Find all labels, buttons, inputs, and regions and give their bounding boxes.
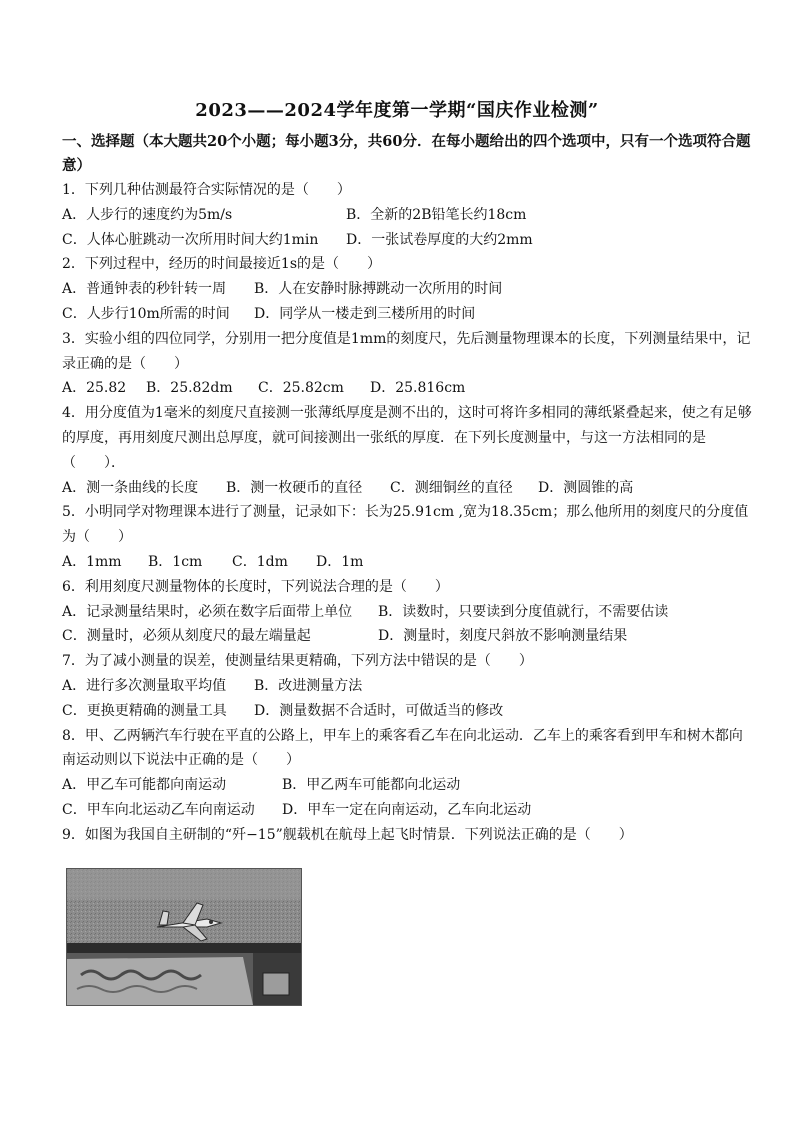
question-1: [62, 178, 752, 252]
question-4: [62, 401, 752, 500]
option-d: D．测圆锥的高: [538, 479, 634, 496]
option-a: A．人步行的速度约为5m/s: [62, 206, 233, 223]
option-c: C．25.82cm: [258, 380, 344, 397]
option-row: [62, 203, 752, 228]
question-9: [62, 823, 752, 848]
option-b: B．全新的2B铅笔长约18cm: [346, 206, 527, 223]
option-b: B．甲乙两车可能都向北运动: [282, 777, 461, 794]
option-a: A．甲乙车可能都向南运动: [62, 777, 227, 794]
option-c: C．人步行10m所需的时间: [62, 305, 230, 322]
carrier-jet-image: [67, 869, 301, 1005]
option-b: B．1cm: [148, 553, 203, 570]
option-row: [62, 277, 752, 302]
option-row: [62, 699, 752, 724]
question-stem: 6．利用刻度尺测量物体的长度时，下列说法合理的是（ ）: [62, 578, 449, 595]
option-c: C．1dm: [232, 553, 288, 570]
question-stem: 1．下列几种估测最符合实际情况的是（ ）: [62, 182, 351, 198]
option-d: D．甲车一定在向南运动，乙车向北运动: [282, 801, 532, 818]
option-row: [62, 600, 752, 625]
option-c: C．测细铜丝的直径: [390, 479, 513, 496]
option-b: B．人在安静时脉搏跳动一次所用的时间: [254, 281, 503, 298]
option-c: C．测量时，必须从刻度尺的最左端量起: [62, 628, 311, 645]
option-b: B．25.82dm: [146, 380, 233, 397]
option-a: A．进行多次测量取平均值: [62, 677, 227, 694]
question-stem: 7．为了减小测量的误差，使测量结果更精确，下列方法中错误的是（ ）: [62, 653, 533, 670]
option-row: [62, 773, 752, 798]
deck-edge: [67, 943, 301, 953]
option-row: [62, 674, 752, 699]
question-stem: 5．小明同学对物理课本进行了测量，记录如下：长为25.91cm ,宽为18.35cm；那么他所用的刻度尺的分度值为（ ）: [62, 504, 749, 546]
option-row: [62, 376, 752, 401]
section-heading: 一、选择题（本大题共20个小题；每小题3分，共60分．在每小题给出的四个选项中，只有一个选项符合题意）: [62, 133, 751, 174]
option-d: D．25.816cm: [370, 380, 466, 397]
option-a: A．普通钟表的秒针转一周: [62, 281, 227, 298]
question-6: [62, 575, 752, 649]
wake-spray: [67, 957, 253, 1005]
question-7: [62, 649, 752, 723]
question-3: [62, 327, 752, 401]
option-row: [62, 798, 752, 823]
question-list: [62, 178, 752, 848]
option-d: D．测量时，刻度尺斜放不影响测量结果: [378, 628, 628, 645]
question-stem: 4．用分度值为1毫米的刻度尺直接测一张薄纸厚度是测不出的，这时可将许多相同的薄纸紧叠起来，使之有足够的厚度，再用刻度尺测出总厚度，就可间接测出一张纸的厚度．在下列长度测量中，与这一方法相同的是（ ）．: [62, 405, 752, 471]
question-stem: 8．甲、乙两辆汽车行驶在平直的公路上，甲车上的乘客看乙车在向北运动．乙车上的乘客看到甲车和树木都向南运动则以下说法中正确的是（ ）: [62, 727, 743, 769]
option-row: [62, 228, 752, 253]
option-d: D．测量数据不合适时，可做适当的修改: [254, 702, 504, 719]
option-d: D．1m: [316, 553, 364, 570]
question-5: [62, 500, 752, 574]
question-stem: 3．实验小组的四位同学，分别用一把分度值是1mm的刻度尺，先后测量物理课本的长度，下列测量结果中，记录正确的是（ ）: [62, 330, 751, 372]
question-stem: 2．下列过程中，经历的时间最接近1s的是（ ）: [62, 256, 381, 273]
option-row: [62, 476, 752, 501]
option-c: C．人体心脏跳动一次所用时间大约1min: [62, 231, 319, 248]
option-a: A．1mm: [62, 553, 122, 570]
question-2: [62, 252, 752, 326]
option-c: C．甲车向北运动乙车向南运动: [62, 801, 255, 818]
option-a: A．测一条曲线的长度: [62, 479, 199, 496]
option-a: A．记录测量结果时，必须在数字后面带上单位: [62, 603, 353, 620]
carrier-jet-photo: [66, 868, 302, 1006]
option-b: B．读数时，只要读到分度值就行，不需要估读: [378, 603, 669, 620]
option-row: [62, 550, 752, 575]
option-d: D．同学从一楼走到三楼所用的时间: [254, 305, 476, 322]
page-title: 2023——2024学年度第一学期“国庆作业检测”: [195, 100, 599, 121]
question-stem: 9．如图为我国自主研制的“歼−15”舰载机在航母上起飞时情景．下列说法正确的是（ ）: [62, 826, 633, 843]
option-b: B．测一枚硬币的直径: [226, 479, 363, 496]
option-row: [62, 624, 752, 649]
option-a: A．25.82: [62, 380, 127, 397]
question-8: [62, 724, 752, 823]
option-b: B．改进测量方法: [254, 677, 363, 694]
option-d: D．一张试卷厚度的大约2mm: [346, 231, 533, 248]
hull-marking: [263, 973, 289, 995]
option-c: C．更换更精确的测量工具: [62, 702, 227, 719]
option-row: [62, 302, 752, 327]
